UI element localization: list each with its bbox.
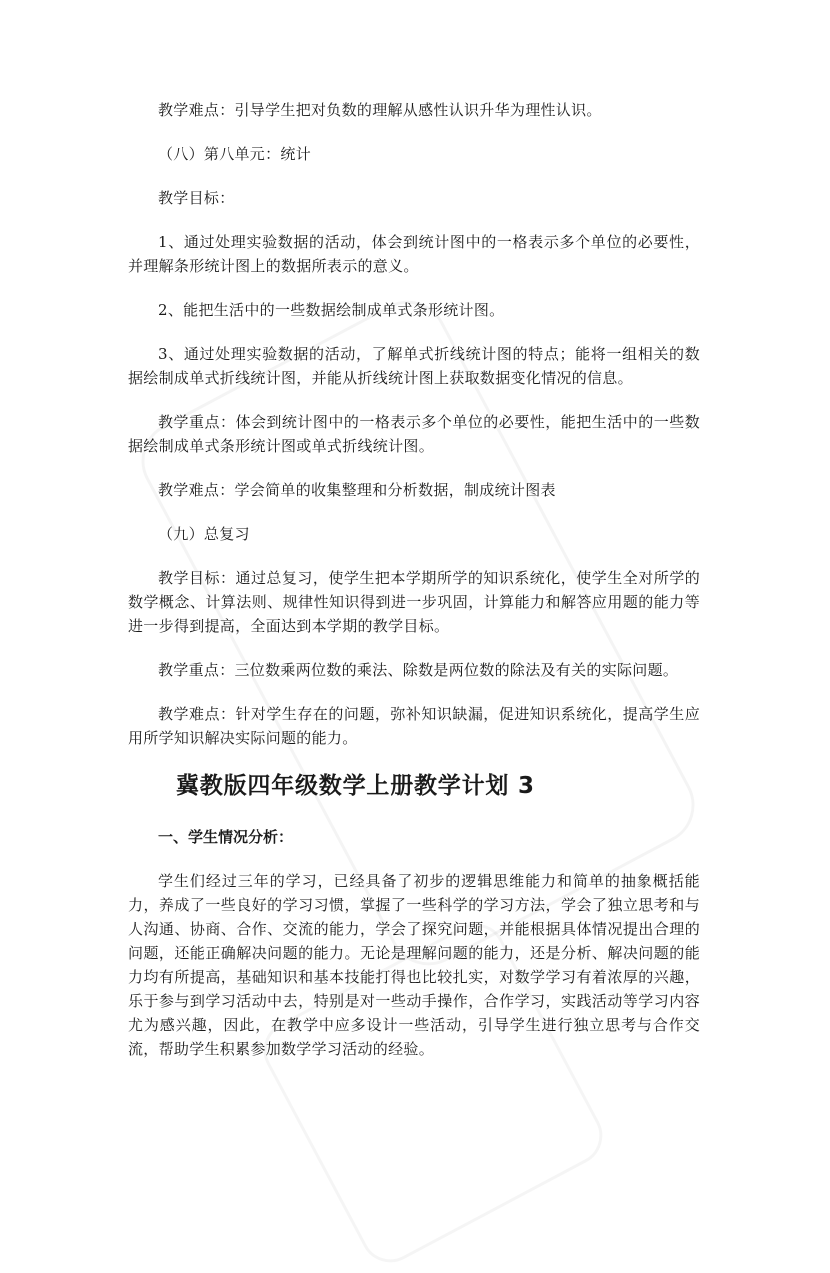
paragraph-key-points-statistics: 教学重点：体会到统计图中的一格表示多个单位的必要性，能把生活中的一些数据绘制成单式条形统计图或单式折线统计图。 [128,413,700,455]
unit-8-heading: （八）第八单元：统计 [158,145,312,163]
paragraph-student-analysis: 学生们经过三年的学习，已经具备了初步的逻辑思维能力和简单的抽象概括能力，养成了一些良好的学习习惯，掌握了一些科学的学习方法，学会了独立思考和与人沟通、协商、合作、交流的能力，学会了探究问题，并能根据具体情况提出合理的问题，还能正确解决问题的能力。无论是理解问题的能力，还是分析、解决问题的能力均有所提高，基础知识和基本技能打得也比较扎实，对数学学习有着浓厚的兴趣，乐于参与到学习活动中去，特别是对一些动手操作，合作学习，实践活动等学习内容尤为感兴趣，因此，在教学中应多设计一些活动，引导学生进行独立思考与合作交流，帮助学生积累参加数学学习活动的经验。 [128,872,700,1058]
goal-item-2: 2、能把生活中的一些数据绘制成单式条形统计图。 [158,301,505,319]
goal-item-3: 3、通过处理实验数据的活动，了解单式折线统计图的特点；能将一组相关的数据绘制成单式折线统计图，并能从折线统计图上获取数据变化情况的信息。 [128,345,700,387]
unit-9-heading: （九）总复习 [158,525,250,543]
subsection-title: 一、学生情况分析： [158,828,294,846]
paragraph-review-goals: 教学目标：通过总复习，使学生把本学期所学的知识系统化，使学生全对所学的数学概念、计算法则、规律性知识得到进一步巩固，计算能力和解答应用题的能力等进一步得到提高，全面达到本学期的教学目标。 [128,569,700,635]
document-content [128,98,700,1061]
paragraph-review-key-points: 教学重点：三位数乘两位数的乘法、除数是两位数的除法及有关的实际问题。 [158,661,679,679]
goal-item-1: 1、通过处理实验数据的活动，体会到统计图中的一格表示多个单位的必要性，并理解条形统计图上的数据所表示的意义。 [128,233,700,275]
teaching-goals-label: 教学目标： [158,189,235,207]
paragraph-difficulty-statistics: 教学难点：学会简单的收集整理和分析数据，制成统计图表 [158,481,556,499]
paragraph-review-difficulty: 教学难点：针对学生存在的问题，弥补知识缺漏，促进知识系统化，提高学生应用所学知识解决实际问题的能力。 [128,705,700,747]
section-title: 冀教版四年级数学上册教学计划 3 [176,773,535,799]
paragraph-difficulty-negative-numbers: 教学难点：引导学生把对负数的理解从感性认识升华为理性认识。 [158,101,602,119]
